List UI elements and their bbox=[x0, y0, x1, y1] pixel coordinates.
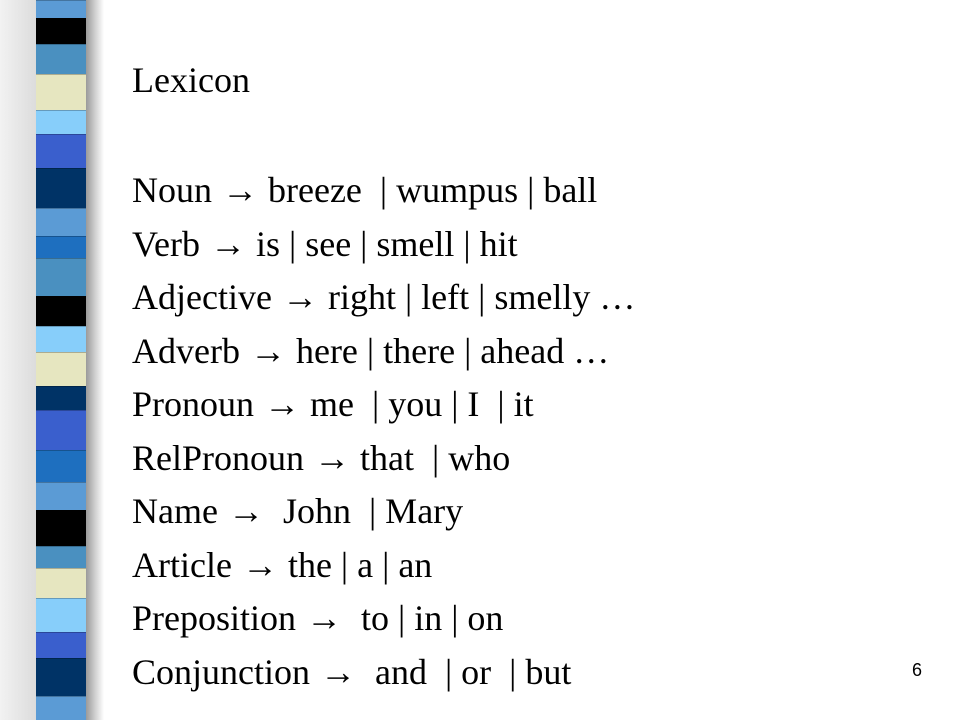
stripe-block bbox=[36, 296, 86, 326]
stripe-block bbox=[36, 0, 86, 18]
rule-rhs: and | or | but bbox=[366, 651, 572, 692]
arrow-icon: → bbox=[281, 277, 318, 317]
stripe-gutter bbox=[0, 0, 36, 720]
rule-rhs: John | Mary bbox=[273, 491, 464, 531]
rule-lhs: Adverb bbox=[132, 330, 240, 371]
rule-lhs: RelPronoun bbox=[132, 437, 305, 478]
lexicon-rule bbox=[132, 592, 635, 646]
arrow-icon: → bbox=[222, 170, 258, 210]
stripe-block bbox=[36, 258, 86, 296]
slide-title: Lexicon bbox=[132, 60, 250, 100]
rule-lhs: Adjective bbox=[132, 277, 272, 317]
rule-rhs: that | who bbox=[360, 437, 511, 478]
rule-rhs: me | you | I | it bbox=[310, 384, 534, 424]
stripe-block bbox=[36, 658, 86, 696]
stripe-block bbox=[36, 510, 86, 546]
stripe-block bbox=[36, 236, 86, 258]
stripe-block bbox=[36, 410, 86, 450]
stripe-block bbox=[36, 568, 86, 598]
stripe-block bbox=[36, 74, 86, 110]
arrow-icon: → bbox=[227, 491, 264, 531]
arrow-icon: → bbox=[241, 544, 278, 585]
rule-lhs: Preposition bbox=[132, 598, 297, 638]
rule-lhs: Noun bbox=[132, 170, 212, 210]
arrow-icon: → bbox=[314, 437, 351, 478]
stripe-block bbox=[36, 450, 86, 482]
stripe-block bbox=[36, 110, 86, 134]
lexicon-rule bbox=[132, 646, 635, 700]
lexicon-rule bbox=[132, 485, 635, 539]
stripe-block bbox=[36, 18, 86, 44]
stripe-block bbox=[36, 134, 86, 168]
rule-rhs: right | left | smelly … bbox=[327, 277, 636, 317]
rule-lhs: Article bbox=[132, 544, 232, 585]
arrow-icon: → bbox=[249, 330, 286, 371]
arrow-icon: → bbox=[306, 598, 343, 638]
stripe-block bbox=[36, 696, 86, 720]
stripe-block bbox=[36, 632, 86, 658]
rule-rhs: breeze | wumpus | ball bbox=[268, 170, 598, 210]
stripe-block bbox=[36, 44, 86, 74]
rule-rhs: to | in | on bbox=[352, 598, 504, 638]
lexicon-rule-list bbox=[132, 164, 635, 699]
rule-rhs: here | there | ahead … bbox=[295, 330, 610, 371]
arrow-icon: → bbox=[320, 651, 356, 692]
lexicon-rule bbox=[132, 164, 635, 218]
lexicon-rule bbox=[132, 325, 635, 379]
decorative-stripe bbox=[0, 0, 110, 720]
stripe-bar bbox=[36, 0, 86, 720]
stripe-block bbox=[36, 352, 86, 386]
rule-rhs: is | see | smell | hit bbox=[255, 223, 518, 264]
rule-lhs: Conjunction bbox=[132, 651, 310, 692]
arrow-icon: → bbox=[209, 223, 246, 264]
lexicon-rule bbox=[132, 218, 635, 272]
stripe-shadow bbox=[86, 0, 104, 720]
stripe-block bbox=[36, 168, 86, 208]
lexicon-rule bbox=[132, 378, 635, 432]
lexicon-rule bbox=[132, 271, 635, 325]
arrow-icon: → bbox=[264, 384, 301, 424]
lexicon-rule bbox=[132, 432, 635, 486]
rule-lhs: Pronoun bbox=[132, 384, 255, 424]
rule-rhs: the | a | an bbox=[287, 544, 433, 585]
stripe-block bbox=[36, 598, 86, 632]
rule-lhs: Verb bbox=[132, 223, 200, 264]
stripe-block bbox=[36, 326, 86, 352]
stripe-block bbox=[36, 482, 86, 510]
stripe-block bbox=[36, 386, 86, 410]
lexicon-rule bbox=[132, 539, 635, 593]
stripe-block bbox=[36, 208, 86, 236]
stripe-block bbox=[36, 546, 86, 568]
rule-lhs: Name bbox=[132, 491, 218, 531]
page-number: 6 bbox=[912, 660, 923, 680]
